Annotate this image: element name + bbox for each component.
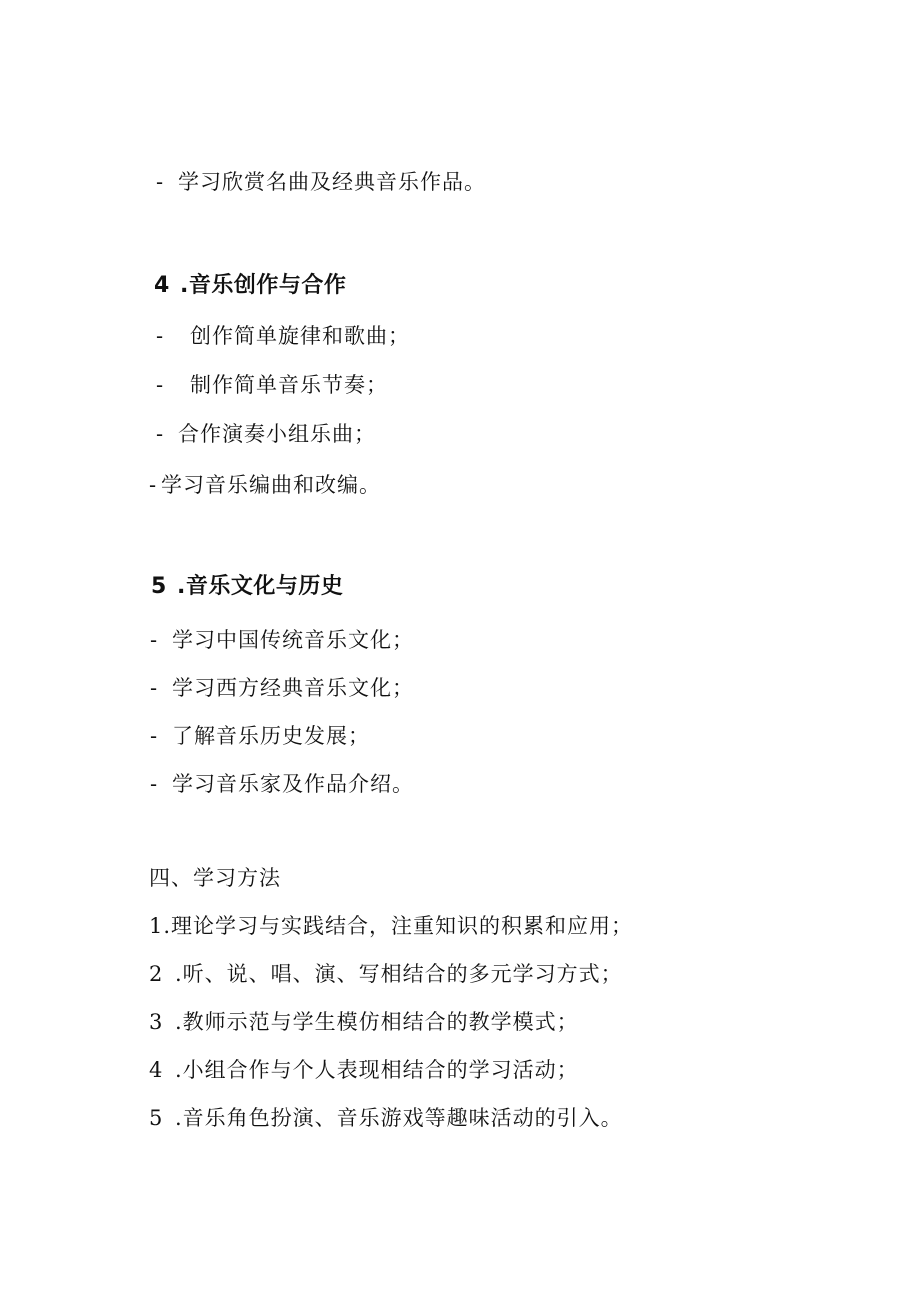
list-item-text: .听、说、唱、演、写相结合的多元学习方式； xyxy=(175,962,623,986)
list-item-text: .音乐角色扮演、音乐游戏等趣味活动的引入。 xyxy=(175,1106,623,1130)
list-item-text: 了解音乐历史发展； xyxy=(172,724,370,748)
list-item-text: .教师示范与学生模仿相结合的教学模式； xyxy=(175,1010,579,1034)
list-item xyxy=(149,1008,579,1036)
list-item xyxy=(150,722,370,750)
list-item xyxy=(150,770,414,798)
list-number: 2 xyxy=(149,962,164,986)
list-item xyxy=(149,471,381,499)
list-item-text: 制作简单音乐节奏； xyxy=(190,373,388,397)
list-item xyxy=(156,322,410,350)
list-dash: - xyxy=(149,473,158,497)
list-number: 5 xyxy=(149,1106,164,1130)
list-number: 4 xyxy=(149,1058,164,1082)
list-dash: - xyxy=(150,724,159,748)
section-heading xyxy=(154,272,346,300)
list-item xyxy=(156,420,376,448)
section-heading xyxy=(149,864,281,892)
list-item-text: 1.理论学习与实践结合，注重知识的积累和应用； xyxy=(149,914,634,938)
list-dash: - xyxy=(156,324,165,348)
section-title: .音乐创作与合作 xyxy=(180,273,347,298)
list-item-text: 学习西方经典音乐文化； xyxy=(172,676,414,700)
list-item xyxy=(149,912,633,940)
list-item-text: 创作简单旋律和歌曲； xyxy=(190,324,410,348)
section-number: 5 xyxy=(151,574,167,599)
list-item xyxy=(156,371,388,399)
section-title: 四、学习方法 xyxy=(149,866,281,890)
list-item xyxy=(149,1056,579,1084)
section-number: 4 xyxy=(154,273,170,298)
list-item xyxy=(150,626,414,654)
list-dash: - xyxy=(156,422,165,446)
list-item-text: 学习音乐编曲和改编。 xyxy=(161,473,381,497)
list-item-text: 学习欣赏名曲及经典音乐作品。 xyxy=(178,170,486,194)
list-dash: - xyxy=(150,676,159,700)
list-item xyxy=(150,674,414,702)
list-dash: - xyxy=(150,772,159,796)
section-heading xyxy=(151,573,343,601)
list-item-text: .小组合作与个人表现相结合的学习活动； xyxy=(175,1058,579,1082)
section-title: .音乐文化与历史 xyxy=(177,574,344,599)
list-number: 3 xyxy=(149,1010,164,1034)
list-dash: - xyxy=(156,170,165,194)
list-item-text: 学习中国传统音乐文化； xyxy=(172,628,414,652)
list-item xyxy=(149,960,623,988)
list-item xyxy=(156,168,486,196)
list-dash: - xyxy=(150,628,159,652)
list-item-text: 合作演奏小组乐曲； xyxy=(178,422,376,446)
list-dash: - xyxy=(156,373,165,397)
list-item xyxy=(149,1104,623,1132)
list-item-text: 学习音乐家及作品介绍。 xyxy=(172,772,414,796)
